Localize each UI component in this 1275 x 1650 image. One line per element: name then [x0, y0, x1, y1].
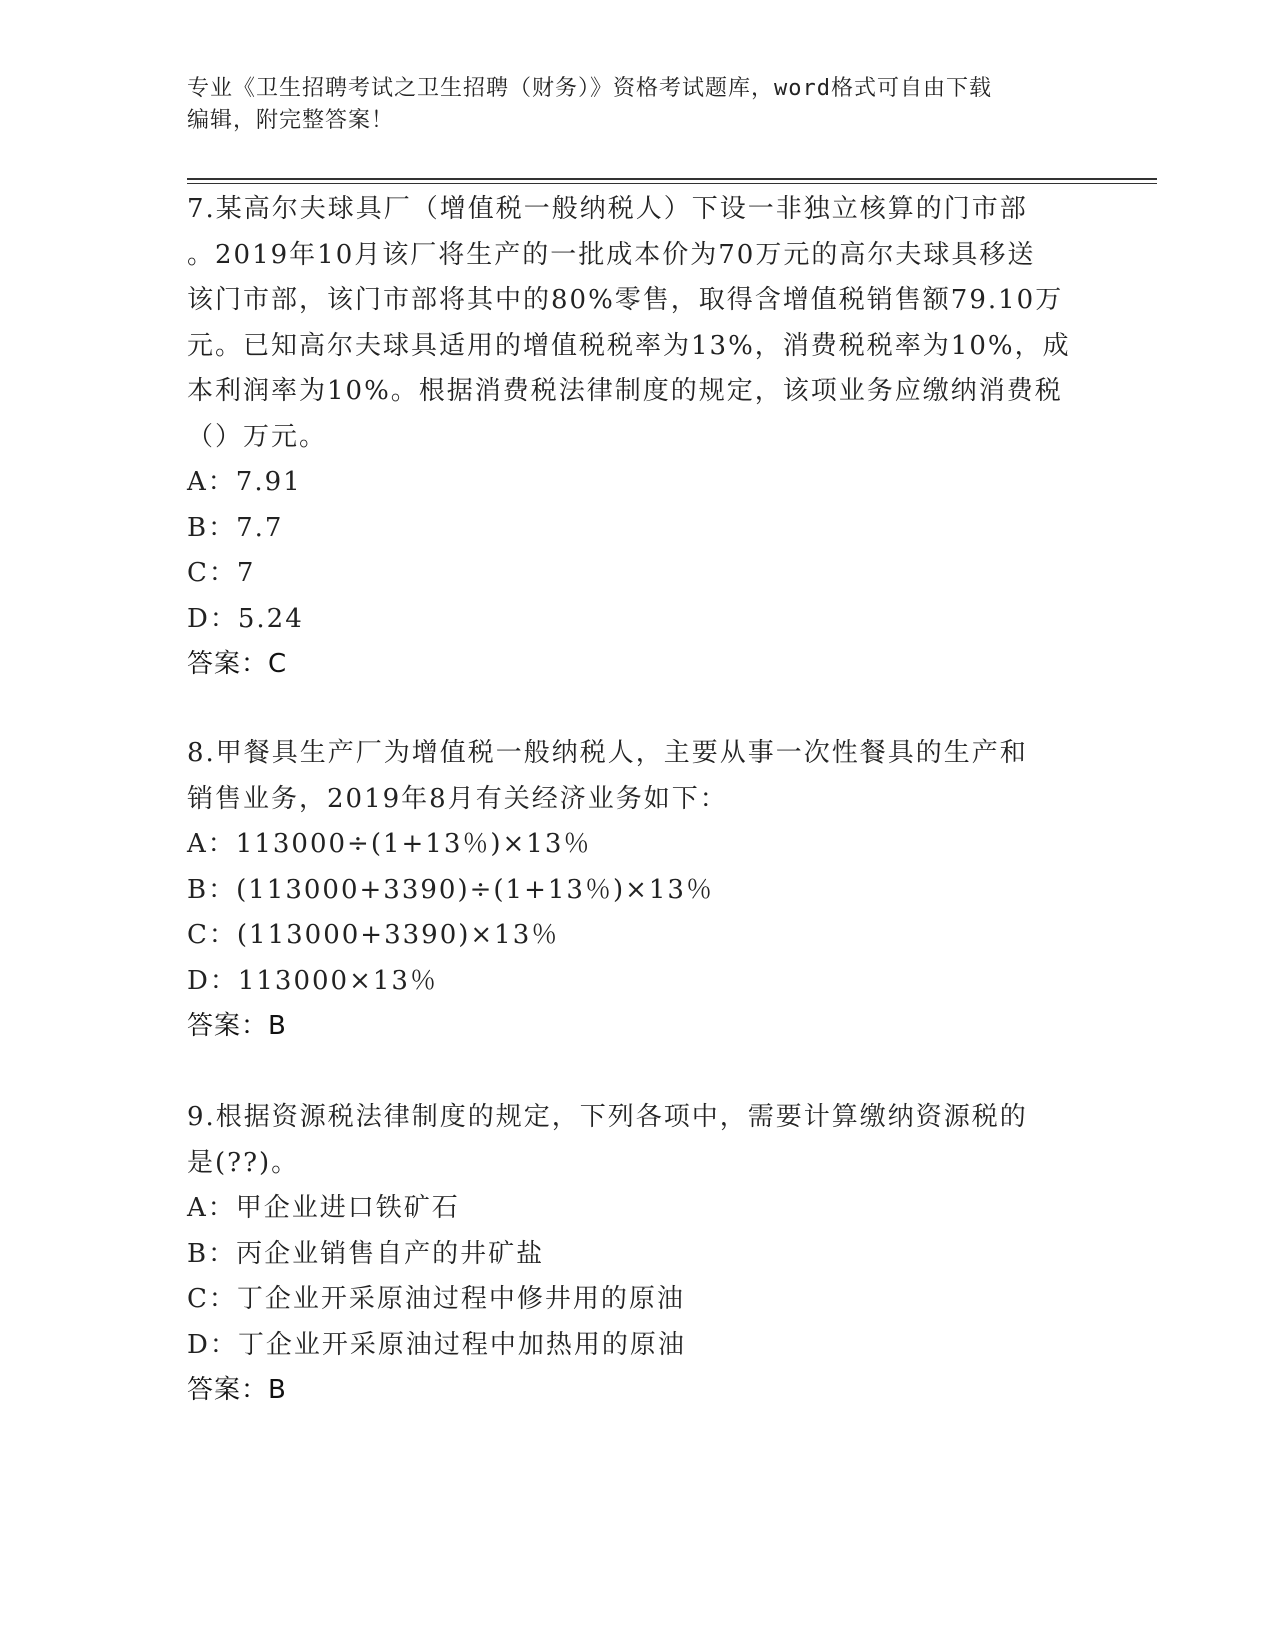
stem-line: 是(??)。: [187, 1147, 300, 1178]
header-line-1: 专业《卫生招聘考试之卫生招聘（财务）》资格考试题库，word格式可自由下载: [187, 76, 992, 101]
stem-line: 7.某高尔夫球具厂（增值税一般纳税人）下设一非独立核算的门市部: [187, 194, 1028, 224]
stem-line: 9.根据资源税法律制度的规定，下列各项中，需要计算缴纳资源税的: [187, 1102, 1028, 1132]
question-9: [187, 1095, 1077, 1414]
header-divider-thin: [187, 183, 1157, 184]
option-a: A：113000÷(1+13％)×13％: [187, 829, 592, 859]
answer: 答案：C: [187, 649, 288, 679]
question-8: [187, 731, 1077, 1050]
option-a: A：7.91: [187, 467, 302, 497]
option-d: D：丁企业开采原油过程中加热用的原油: [187, 1329, 686, 1360]
stem-line: 本利润率为10%。根据消费税法律制度的规定，该项业务应缴纳消费税: [187, 376, 1063, 406]
stem-line: 元。已知高尔夫球具适用的增值税税率为13%，消费税税率为10%，成: [187, 330, 1071, 361]
question-stem: [187, 731, 1077, 822]
option-a: A：甲企业进口铁矿石: [187, 1193, 460, 1223]
question-7: [187, 187, 1077, 688]
document-header: [187, 73, 1087, 137]
stem-line: （）万元。: [187, 421, 328, 452]
question-stem: [187, 187, 1077, 460]
option-d: D：113000×13％: [187, 965, 438, 996]
stem-line: 8.甲餐具生产厂为增值税一般纳税人，主要从事一次性餐具的生产和: [187, 738, 1028, 768]
question-stem: [187, 1095, 1077, 1186]
stem-line: 。2019年10月该厂将生产的一批成本价为70万元的高尔夫球具移送: [187, 239, 1036, 270]
option-c: C：7: [187, 558, 256, 588]
option-d: D：5.24: [187, 603, 304, 634]
header-divider-thick: [187, 178, 1157, 180]
option-c: C：丁企业开采原油过程中修井用的原油: [187, 1284, 685, 1314]
option-b: B：丙企业销售自产的井矿盐: [187, 1238, 545, 1269]
option-b: B：7.7: [187, 512, 284, 543]
header-line-2: 编辑，附完整答案！: [187, 108, 395, 133]
stem-line: 销售业务，2019年8月有关经济业务如下：: [187, 783, 728, 814]
answer: 答案：B: [187, 1011, 287, 1041]
option-c: C：(113000+3390)×13％: [187, 920, 560, 950]
option-b: B：(113000+3390)÷(1+13％)×13％: [187, 874, 714, 905]
stem-line: 该门市部，该门市部将其中的80%零售，取得含增值税销售额79.10万: [187, 285, 1064, 315]
answer: 答案：B: [187, 1375, 287, 1405]
